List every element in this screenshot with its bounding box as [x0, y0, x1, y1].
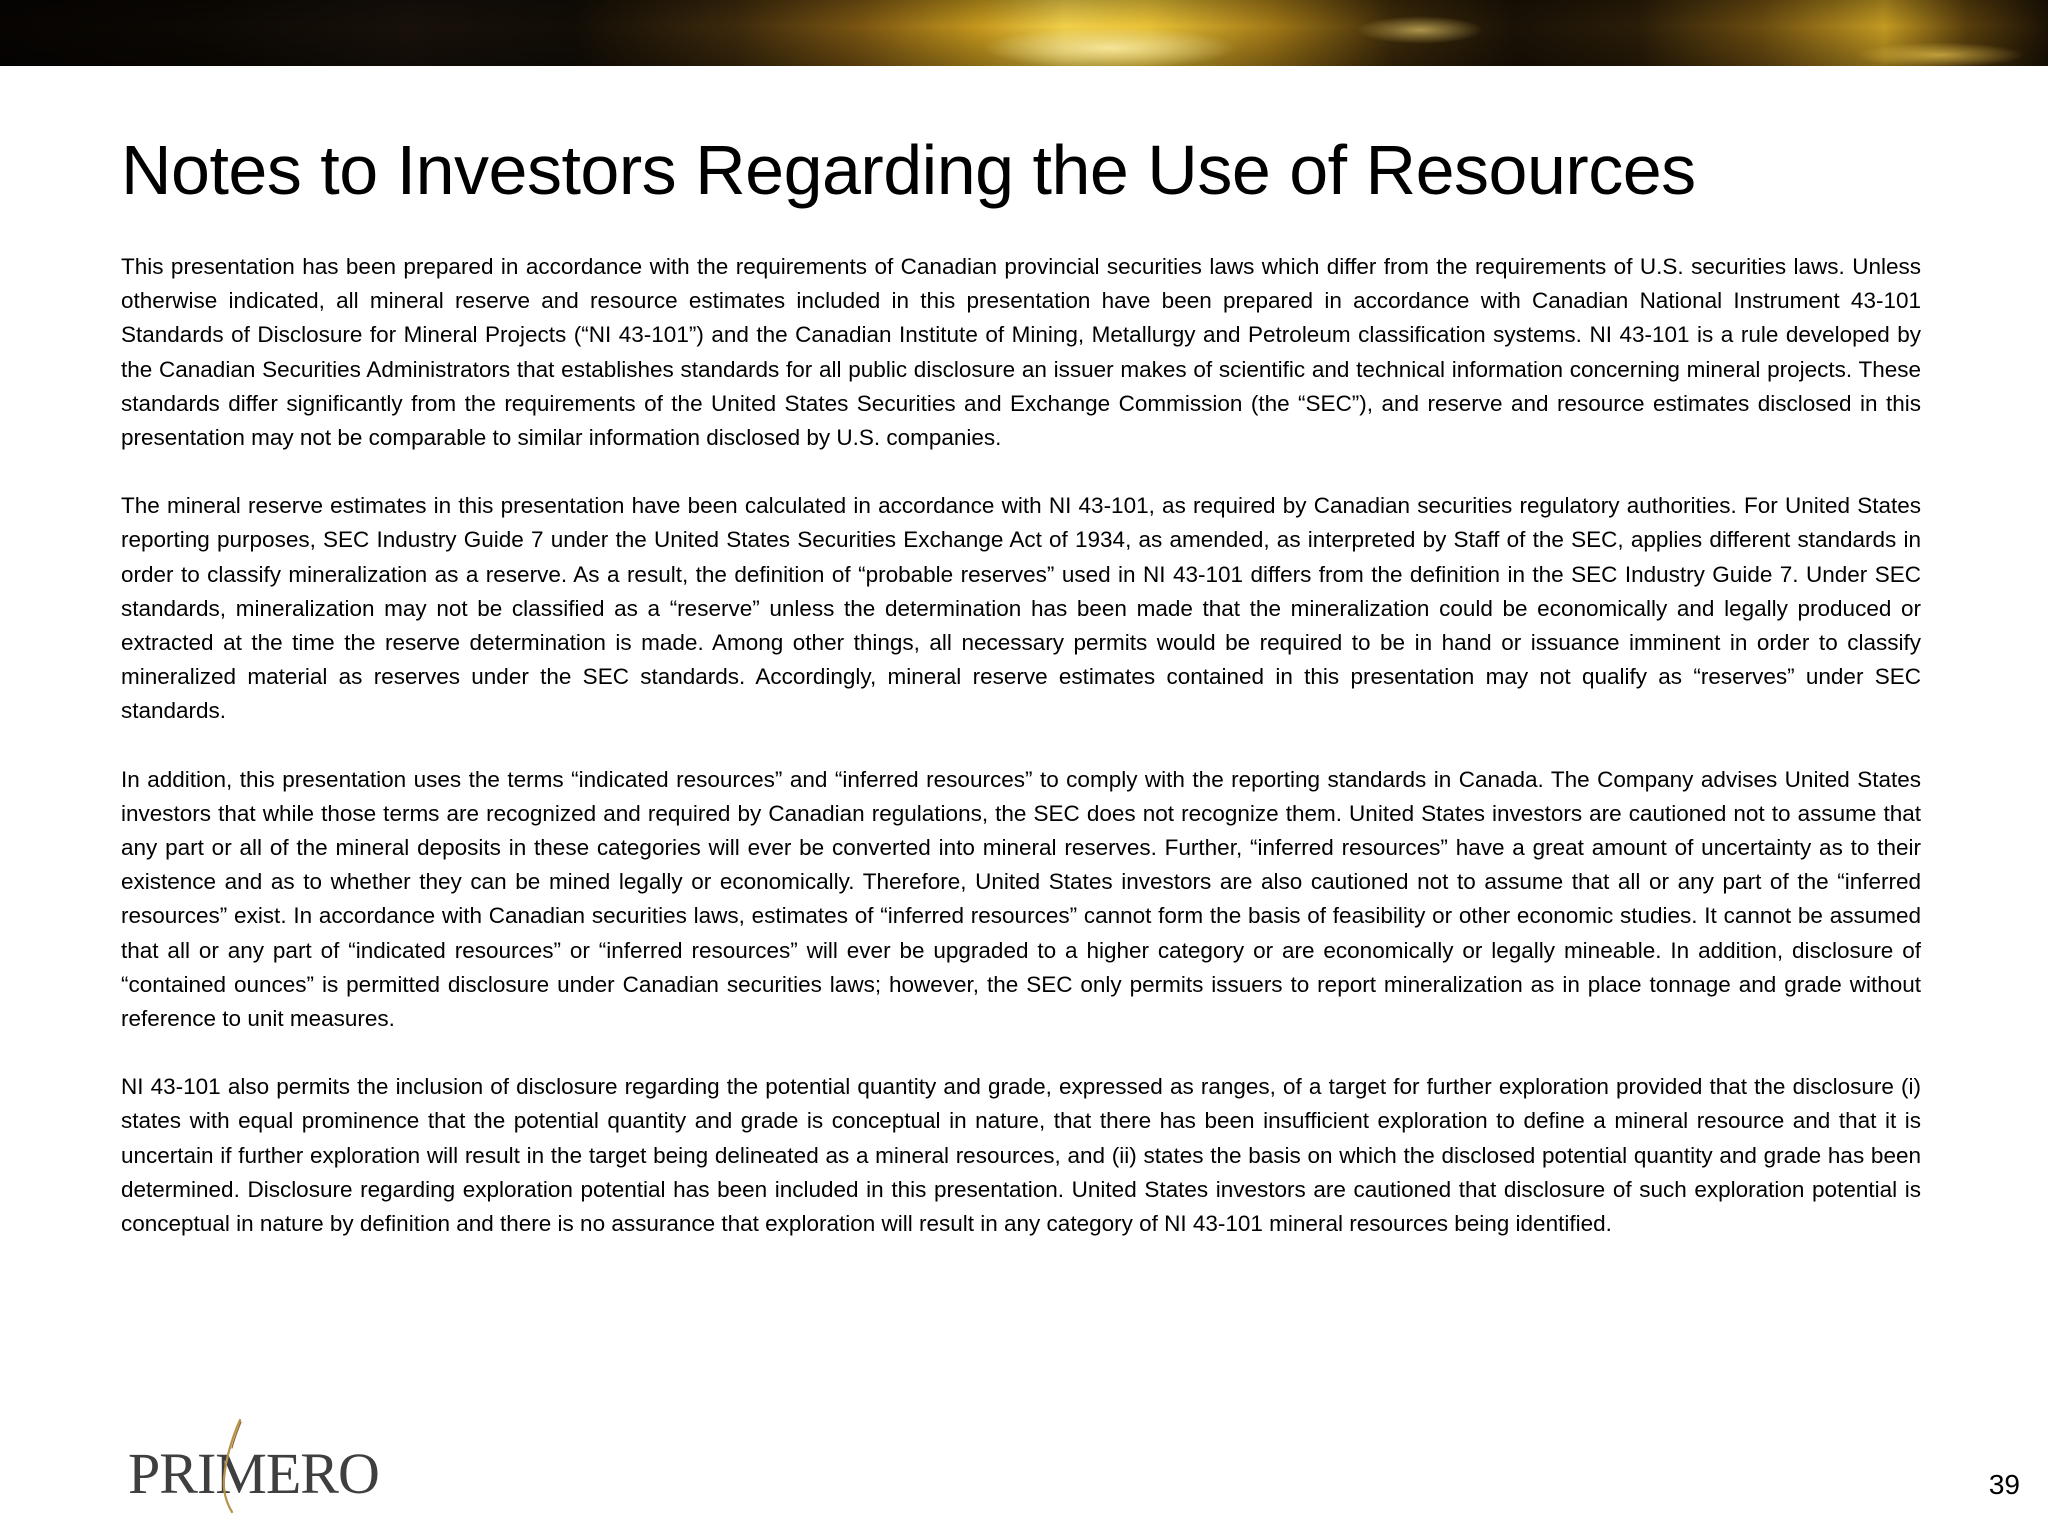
paragraph-regulatory-basis: This presentation has been prepared in accordance with the requirements of Canadian provincial securities laws which differ from the requirements of U.S. securities laws. Unless otherwise indicated, all mineral reserve and resource estimates included in this presentation have been prepared in accordance with Canadian National Instrument 43-101 Standards of Disclosure for Mineral Projects (“NI 43-101”) and the Canadian Institute of Mining, Metallurgy and Petroleum classification systems. NI 43-101 is a rule developed by the Canadian Securities Administrators that establishes standards for all public disclosure an issuer makes of scientific and technical information concerning mineral projects. These standards differ significantly from the requirements of the United States Securities and Exchange Commission (the “SEC”), and reserve and resource estimates disclosed in this presentation may not be comparable to similar information disclosed by U.S. companies. [121, 254, 1921, 451]
logo-wordmark: PRIMERO [128, 1441, 379, 1506]
primero-logo-mark-icon [210, 1418, 250, 1514]
page-number: 39 [1988, 1469, 2020, 1500]
paragraph-indicated-inferred-resources: In addition, this presentation uses the terms “indicated resources” and “inferred resources” to comply with the reporting standards in Canada. The Company advises United States investors that while those terms are recognized and required by Canadian regulations, the SEC does not recognize them. United States investors are cautioned not to assume that any part or all of the mineral deposits in these categories will ever be converted into mineral reserves. Further, “inferred resources” have a great amount of uncertainty as to their existence and as to whether they can be mined legally or economically. Therefore, United States investors are also cautioned not to assume that all or any part of the “inferred resources” exist. In accordance with Canadian securities laws, estimates of “inferred resources” cannot form the basis of feasibility or other economic studies. It cannot be assumed that all or any part of “indicated resources” or “inferred resources” will ever be upgraded to a higher category or are economically or legally mineable. In addition, disclosure of “contained ounces” is permitted disclosure under Canadian securities laws; however, the SEC only permits issuers to report mineralization as in place tonnage and grade without reference to unit measures. [121, 766, 1921, 1032]
paragraph-reserve-estimates: The mineral reserve estimates in this presentation have been calculated in accordance with NI 43-101, as required by Canadian securities regulatory authorities. For United States reporting purposes, SEC Industry Guide 7 under the United States Securities Exchange Act of 1934, as amended, as interpreted by Staff of the SEC, applies different standards in order to classify mineralization as a reserve. As a result, the definition of “probable reserves” used in NI 43-101 differs from the definition in the SEC Industry Guide 7. Under SEC standards, mineralization may not be classified as a “reserve” unless the determination has been made that the mineralization could be economically and legally produced or extracted at the time the reserve determination is made. Among other things, all necessary permits would be required to be in hand or issuance imminent in order to classify mineralized material as reserves under the SEC standards. Accordingly, mineral reserve estimates contained in this presentation may not qualify as “reserves” under SEC standards. [121, 493, 1921, 724]
paragraph-exploration-potential: NI 43-101 also permits the inclusion of disclosure regarding the potential quantity and grade, expressed as ranges, of a target for further exploration provided that the disclosure (i) states with equal prominence that the potential quantity and grade is conceptual in nature, that there has been insufficient exploration to define a mineral resource and that it is uncertain if further exploration will result in the target being delineated as a mineral resources, and (ii) states the basis on which the disclosed potential quantity and grade has been determined. Disclosure regarding exploration potential has been included in this presentation. United States investors are cautioned that disclosure of such exploration potential is conceptual in nature by definition and there is no assurance that exploration will result in any category of NI 43-101 mineral resources being identified. [121, 1074, 1921, 1237]
header-banner-image [0, 0, 2048, 66]
slide-title: Notes to Investors Regarding the Use of Resources [121, 131, 1696, 209]
body-text [121, 250, 1921, 1275]
company-logo [128, 1418, 388, 1514]
banner-gold-highlight [0, 0, 2048, 66]
